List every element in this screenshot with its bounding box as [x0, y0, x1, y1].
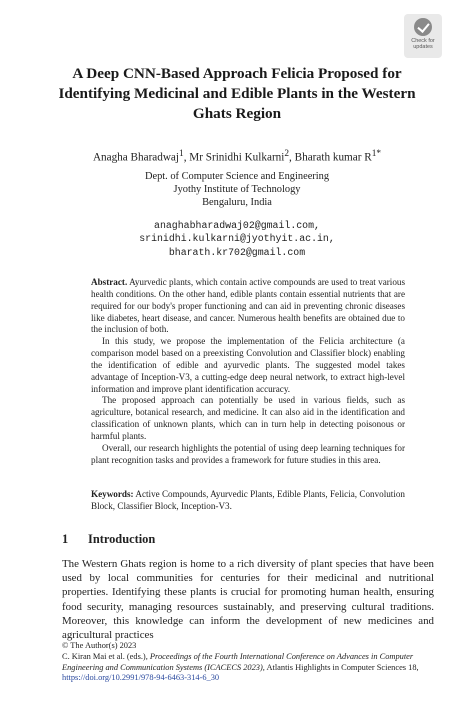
section-heading — [62, 532, 155, 547]
check-icon — [414, 18, 432, 36]
email-link[interactable]: bharath.kr702@gmail.com — [168, 246, 306, 258]
affiliation — [60, 170, 414, 209]
citation-line — [62, 652, 434, 674]
author-sep: , — [183, 151, 190, 164]
citation-title: Proceedings of the Fourth International Conference on Advances in Computer Engineering and Communication Systems (ICACECS 2023) — [62, 651, 414, 672]
author-sep: , — [289, 151, 295, 164]
abstract-paragraph: Overall, our research highlights the potential of using deep learning techniques for plant recognition tasks and provides a framework for future studies in this area. — [91, 442, 405, 465]
check-for-updates-badge[interactable] — [404, 14, 442, 58]
author-name: Mr Srinidhi Kulkarni — [189, 151, 285, 164]
copyright-line: © The Author(s) 2023 — [62, 641, 137, 650]
abstract — [91, 277, 405, 467]
email-link[interactable]: srinidhi.kulkarni@jyothyit.ac.in, — [139, 233, 335, 245]
keywords-label: Keywords: — [91, 489, 134, 499]
section-title: Introduction — [88, 532, 156, 546]
author-list — [40, 147, 434, 165]
badge-line1: Check for — [411, 38, 435, 44]
abstract-text: Ayurvedic plants, which contain active compounds are used to treat various health conditions. On the other hand, edible plants contain essential nutrients that are required for our body's proper functioning and can aid in preventing chronic diseases like diabetes, heart disease, and cancer. Numerous health benefits are obtained due to the inclusion of both. — [91, 277, 405, 335]
author-emails — [60, 219, 414, 259]
author-sup: 2 — [284, 149, 290, 159]
author-sup: 1* — [371, 149, 382, 159]
author-name: Bharath kumar R — [294, 151, 372, 164]
badge-line2: updates — [413, 44, 433, 50]
abstract-paragraph: The proposed approach can potentially be used in various fields, such as agriculture, botanical research, and medicine. It can also aid in the identification and classification of unknown plants, which can in turn help in detecting poisonous or harmful plants. — [91, 395, 405, 441]
paper-title: A Deep CNN-Based Approach Felicia Proposed for Identifying Medicinal and Edible Plants in the Western Ghats Region — [58, 65, 416, 122]
author-name: Anagha Bharadwaj — [92, 151, 180, 164]
author-sup: 1 — [179, 149, 184, 159]
footnote — [62, 641, 434, 684]
introduction-text: The Western Ghats region is home to a rich diversity of plant species that have been used by local communities for centuries for their medicinal and nutritional properties. Identifying these plants is crucial for promoting human health, ensuring food security, managing resources sustainably, and preserving cultural traditions. Moreover, this knowledge can inform the development of new medicines and agricultural practices — [62, 558, 434, 642]
email-link[interactable]: anaghabharadwaj02@gmail.com, — [154, 220, 320, 231]
citation-editors: C. Kiran Mai et al. (eds.), — [62, 651, 150, 661]
keywords-text: Active Compounds, Ayurvedic Plants, Edible Plants, Felicia, Convolution Block, Classifier Block, Inception-V3. — [91, 489, 405, 511]
abstract-paragraph — [91, 277, 405, 336]
doi-link[interactable]: https://doi.org/10.2991/978-94-6463-314-6_30 — [62, 673, 220, 683]
affiliation-line: Bengaluru, India — [202, 197, 272, 208]
abstract-label: Abstract. — [91, 277, 128, 287]
citation-series: , Atlantis Highlights in Computer Sciences 18, — [262, 662, 419, 672]
keywords — [91, 489, 405, 513]
section-number: 1 — [62, 532, 69, 546]
affiliation-line: Dept. of Computer Science and Engineering — [144, 171, 330, 182]
abstract-paragraph: In this study, we propose the implementation of the Felicia architecture (a comparison model based on a preexisting Convolution and Classifier block) enabling the identification of edible and ayurvedic plants. The suggested model takes advantage of Inception-V3, a cutting-edge deep neural network, to extract high-level information and improve plant identification accuracy. — [91, 336, 405, 394]
affiliation-line: Jyothy Institute of Technology — [173, 184, 301, 195]
